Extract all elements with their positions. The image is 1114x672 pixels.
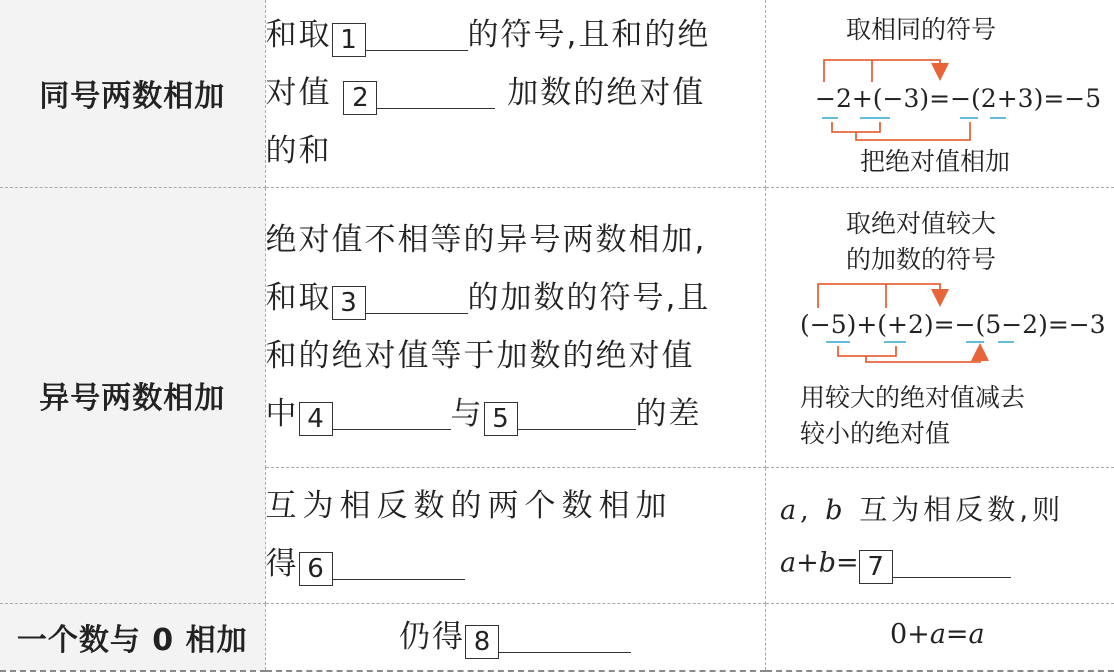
math-op: = [836,547,859,579]
answer-blank-6[interactable] [333,545,465,580]
blank-number-box: 4 [299,402,333,436]
rule-text: 加数的绝对值 [507,75,706,112]
math-op: = [945,619,969,650]
rule-text: 的符号,且和的绝 [467,17,711,54]
answer-blank-1[interactable] [366,16,468,51]
math-sep: , [800,495,813,526]
rule-text: 和取 [265,280,332,316]
answer-blank-5[interactable] [518,395,636,430]
answer-blank-4[interactable] [333,395,451,430]
blank-number-box: 2 [343,81,377,115]
example-annotation-bottom: 把绝对值相加 [860,147,1011,176]
blank-number-box: 8 [465,625,499,659]
blank-number-box: 1 [332,23,366,57]
blank-number-box: 7 [859,550,893,584]
rule-text: 和取 [265,17,332,54]
rule-text: 仍得 [399,618,465,655]
rule-text: 的和 [265,133,332,170]
category-zero: 一个数与 0 相加 [0,603,265,671]
rule-text: 对值 [265,75,332,112]
example-annotation-bottom: 较小的绝对值 [800,419,951,448]
math-var: a [929,619,946,650]
example-annotation-top: 取绝对值较大 [846,209,997,238]
rule-text: 中 [265,396,299,432]
answer-blank-2[interactable] [377,74,495,109]
example-zero-equation [890,619,985,650]
rule-zero [265,603,765,671]
rule-text: 的加数的符号,且 [467,280,711,316]
rule-text: 绝对值不相等的异号两数相加, [265,222,707,258]
math-var: b [825,495,847,526]
example-opposites-line1 [780,488,1064,528]
answer-blank-7[interactable] [893,547,1011,578]
rule-text: 互为相反数的两个数相加 [265,488,673,524]
rule-text: 得 [265,546,299,582]
example-annotation-top: 的加数的符号 [846,245,997,274]
example-equation: (−5)+(+2)=−(5−2)=−3 [800,310,1106,339]
math-op: + [796,547,819,579]
blank-number-box: 6 [299,552,333,586]
rule-same-sign [265,0,765,187]
blank-number-box: 3 [332,286,366,320]
example-equation: −2+(−3)=−(2+3)=−5 [815,84,1102,113]
rule-text: 与 [450,396,484,432]
example-opposites-line2 [780,547,1011,584]
math-op: 0+ [890,619,930,650]
answer-blank-8[interactable] [499,618,631,653]
category-same-sign: 同号两数相加 [0,0,265,187]
rule-text: 和的绝对值等于加数的绝对值 [265,338,695,374]
example-text: 互为相反数,则 [859,493,1065,526]
math-var: a [780,495,801,526]
answer-blank-3[interactable] [366,279,468,314]
rule-opposites [265,467,765,603]
rule-opposite-sign [265,187,765,467]
rule-text: 的差 [635,396,702,432]
math-var: b [818,547,837,579]
example-annotation-top: 取相同的符号 [846,15,997,44]
category-opposite-sign: 异号两数相加 [0,187,265,603]
math-var: a [968,619,985,650]
math-var: a [780,547,797,579]
example-annotation-bottom: 用较大的绝对值减去 [800,383,1026,412]
blank-number-box: 5 [484,402,518,436]
